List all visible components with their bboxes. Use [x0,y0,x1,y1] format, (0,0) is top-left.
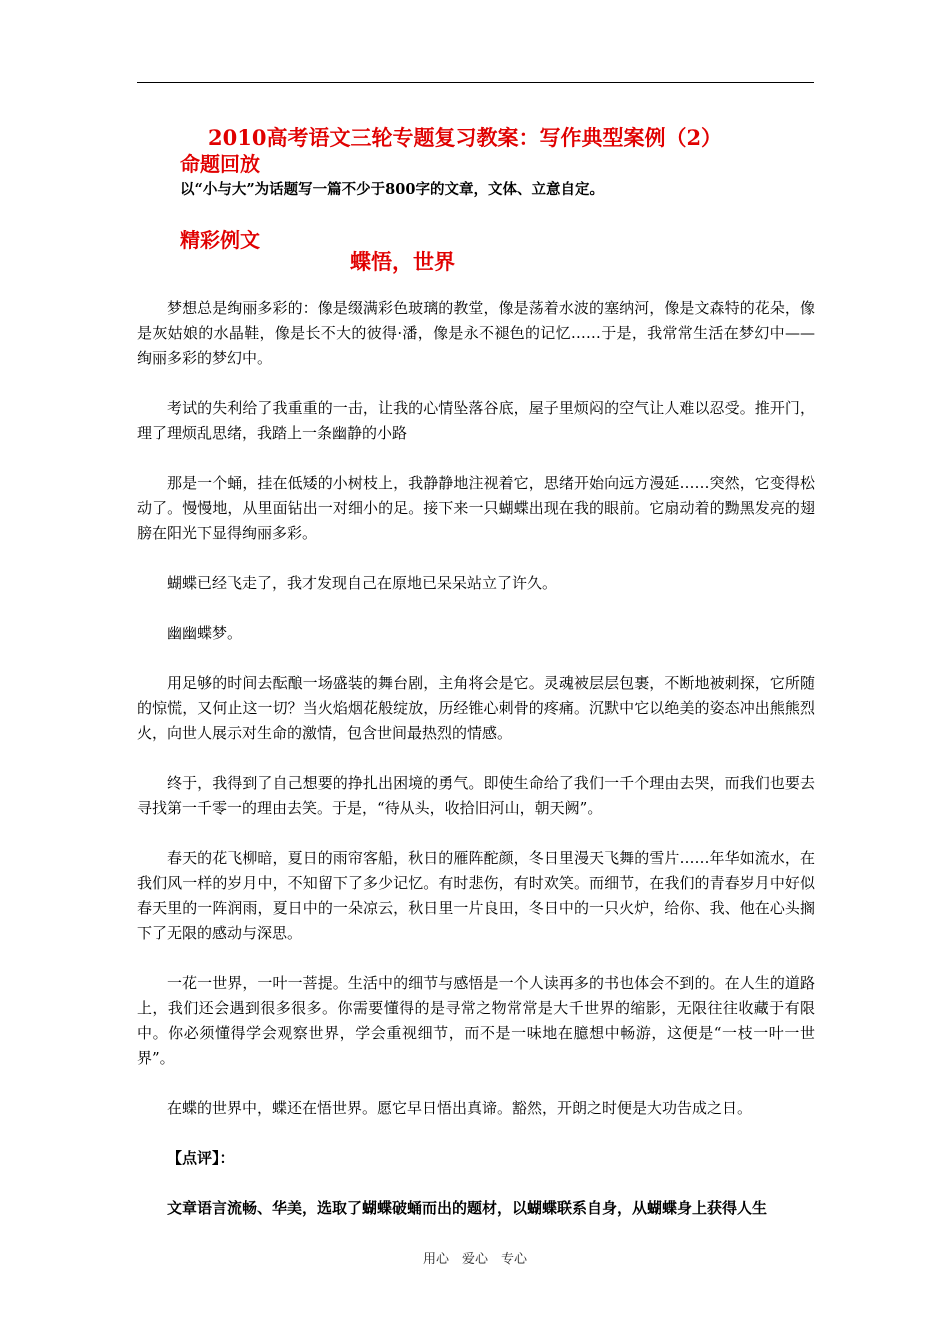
paragraph: 考试的失利给了我重重的一击，让我的心情坠落谷底，屋子里烦闷的空气让人难以忍受。推开门，理了理烦乱思绪，我踏上一条幽静的小路 [137,399,815,442]
page-footer: 用心 爱心 专心 [422,1252,527,1267]
prompt-text: 以“小与大”为话题写一篇不少于800字的文章，文体、立意自定。 [180,181,604,198]
paragraph: 那是一个蛹，挂在低矮的小树枝上，我静静地注视着它，思绪开始向远方漫延……突然，它变得松动了。慢慢地，从里面钻出一对细小的足。接下来一只蝴蝶出现在我的眼前。它扇动着的黝黑发亮的翅膀在阳光下显得绚丽多彩。 [137,474,815,542]
paragraph: 终于，我得到了自己想要的挣扎出困境的勇气。即使生命给了我们一千个理由去哭，而我们也要去寻找第一千零一的理由去笑。于是，“待从头，收拾旧河山，朝天阙”。 [137,774,815,817]
section-heading-example: 精彩例文 [180,228,260,252]
comment-label: 【点评】： [167,1149,235,1167]
paragraph: 一花一世界，一叶一菩提。生活中的细节与感悟是一个人读再多的书也体会不到的。在人生的道路上，我们还会遇到很多很多。你需要懂得的是寻常之物常常是大千世界的缩影，无限往往收藏于有限中。你必须懂得学会观察世界，学会重视细节，而不是一味地在臆想中畅游，这便是“一枝一叶一世界”。 [137,974,815,1067]
header-rule [137,82,814,83]
paragraph: 用足够的时间去酝酿一场盛装的舞台剧，主角将会是它。灵魂被层层包裹，不断地被刺探，它所随的惊慌，又何止这一切？当火焰烟花般绽放，历经锥心刺骨的疼痛。沉默中它以绝美的姿态冲出熊熊烈火，向世人展示对生命的激情，包含世间最热烈的情感。 [137,674,815,742]
document-title: 2010高考语文三轮专题复习教案：写作典型案例（2） [208,125,723,150]
section-heading-prompt: 命题回放 [180,152,260,176]
essay-body [137,296,815,1246]
paragraph: 春天的花飞柳暗，夏日的雨帘客船，秋日的雁阵酡颜，冬日里漫天飞舞的雪片……年华如流水，在我们风一样的岁月中，不知留下了多少记忆。有时悲伤，有时欢笑。而细节，在我们的青春岁月中好似春天里的一阵润雨，夏日中的一朵凉云，秋日里一片良田，冬日中的一只火炉，给你、我、他在心头搁下了无限的感动与深思。 [137,849,815,942]
paragraph: 蝴蝶已经飞走了，我才发现自己在原地已呆呆站立了许久。 [167,574,558,592]
paragraph: 梦想总是绚丽多彩的：像是缀满彩色玻璃的教堂，像是荡着水波的塞纳河，像是文森特的花朵，像是灰姑娘的水晶鞋，像是长不大的彼得·潘，像是永不褪色的记忆……于是，我常常生活在梦幻中——绚丽多彩的梦幻中。 [137,299,815,367]
essay-title: 蝶悟，世界 [350,249,455,274]
paragraph: 在蝶的世界中，蝶还在悟世界。愿它早日悟出真谛。豁然，开朗之时便是大功告成之日。 [167,1099,753,1117]
comment-text: 文章语言流畅、华美，选取了蝴蝶破蛹而出的题材，以蝴蝶联系自身，从蝴蝶身上获得人生 [167,1199,768,1217]
paragraph: 幽幽蝶梦。 [167,624,243,642]
